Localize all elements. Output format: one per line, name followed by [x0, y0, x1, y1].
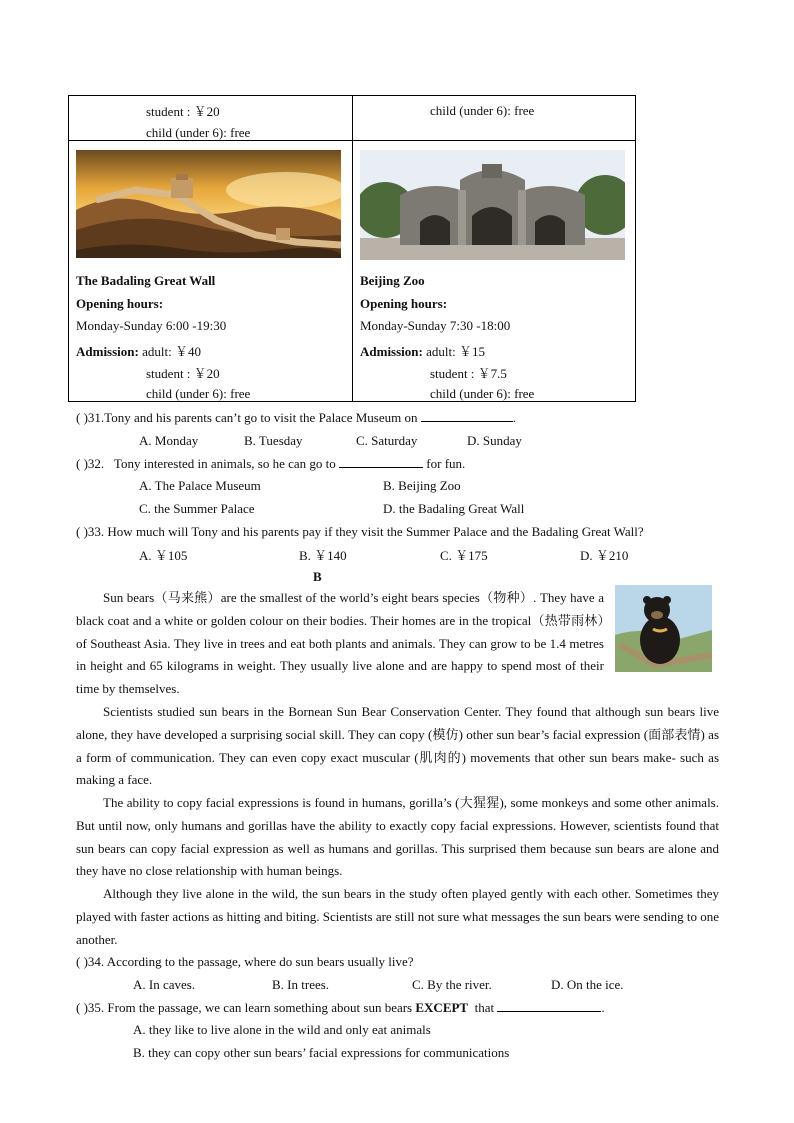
right-student: student : ￥7.5 — [430, 366, 507, 381]
q31-option-a[interactable]: A. Monday — [139, 433, 199, 448]
q35-option-b[interactable]: B. they can copy other sun bears’ facial expressions for communications — [133, 1045, 510, 1060]
q32-option-c[interactable]: C. the Summer Palace — [139, 501, 255, 516]
section-heading: B — [313, 569, 322, 584]
q35-option-a[interactable]: A. they like to live alone in the wild and only eat animals — [133, 1022, 431, 1037]
right-hours: Monday-Sunday 7:30 -18:00 — [360, 318, 511, 333]
great-wall-photo — [76, 150, 341, 258]
question-32: ( )32. Tony interested in animals, so he can go to for fun. — [76, 456, 466, 471]
paragraph-3: The ability to copy facial expressions is found in humans, gorilla’s (大猩猩), some monkeys and some other animals. But until now, only humans and gorillas have the ability to exactly copy facial expressions. However, scientists found that sun bears can copy facial expression as well as humans and gorillas. This surprised them because sun bears are alone and they have no close relationship with human beings. — [76, 795, 719, 879]
q33-option-b[interactable]: B. ￥140 — [299, 548, 347, 563]
q33-option-c[interactable]: C. ￥175 — [440, 548, 488, 563]
left-hours: Monday-Sunday 6:00 -19:30 — [76, 318, 227, 333]
paragraph-1: Sun bears（马来熊）are the smallest of the world’s eight bears species（物种）. They have a black coat and a white or golden colour on their bodies. Their homes are in the tropical（热带雨林）of Southeast Asia. They live in trees and eat both plants and animals. They can grow to be 1.4 metres in height and 65 kilograms in weight. They usually live alone and are happy to spend most of their time by themselves. — [76, 590, 604, 697]
left-child: child (under 6): free — [146, 386, 251, 401]
q33-option-a[interactable]: A. ￥105 — [139, 548, 188, 563]
top-right-child: child (under 6): free — [430, 103, 535, 118]
question-34: ( )34. According to the passage, where do sun bears usually live? — [76, 954, 414, 969]
q32-option-d[interactable]: D. the Badaling Great Wall — [383, 501, 525, 516]
q31-option-d[interactable]: D. Sunday — [467, 433, 522, 448]
q32-option-a[interactable]: A. The Palace Museum — [139, 478, 261, 493]
top-left-student: student : ￥20 — [146, 104, 220, 119]
table-divider-vertical — [352, 95, 353, 402]
question-31: ( )31.Tony and his parents can’t go to visit the Palace Museum on . — [76, 410, 516, 425]
right-admission: Admission: adult: ￥15 — [360, 344, 485, 359]
paragraph-4: Although they live alone in the wild, the sun bears in the study often played gently with each other. Sometimes they played with faster actions as hitting and biting. Scientists are still not sure what messages the sun bears were sending to one another. — [76, 886, 719, 947]
sun-bear-photo — [615, 585, 712, 672]
q34-option-c[interactable]: C. By the river. — [412, 977, 492, 992]
left-student: student : ￥20 — [146, 366, 220, 381]
answer-blank[interactable] — [339, 467, 423, 468]
left-hours-label: Opening hours: — [76, 296, 164, 311]
q34-option-d[interactable]: D. On the ice. — [551, 977, 624, 992]
top-left-child: child (under 6): free — [146, 125, 251, 140]
paragraph-2: Scientists studied sun bears in the Bornean Sun Bear Conservation Center. They found that although sun bears live alone, they have developed a surprising social skill. They can copy (模仿) other sun bear’s facial expression (面部表情) as a form of communication. They can even copy exact muscular (肌肉的) movements that other sun bears make- such as making a face. — [76, 704, 719, 788]
question-33: ( )33. How much will Tony and his parents pay if they visit the Summer Palace and the Badaling Great Wall? — [76, 524, 644, 539]
zoo-gate-photo — [360, 150, 625, 260]
q34-option-b[interactable]: B. In trees. — [272, 977, 330, 992]
right-child: child (under 6): free — [430, 386, 535, 401]
answer-blank[interactable] — [421, 421, 513, 422]
q34-option-a[interactable]: A. In caves. — [133, 977, 196, 992]
left-admission: Admission: adult: ￥40 — [76, 344, 201, 359]
q31-option-b[interactable]: B. Tuesday — [244, 433, 303, 448]
question-35: ( )35. From the passage, we can learn something about sun bears EXCEPT that . — [76, 1000, 605, 1015]
right-hours-label: Opening hours: — [360, 296, 448, 311]
left-place-name: The Badaling Great Wall — [76, 273, 216, 288]
answer-blank[interactable] — [497, 1011, 601, 1012]
q33-option-d[interactable]: D. ￥210 — [580, 548, 629, 563]
q31-option-c[interactable]: C. Saturday — [356, 433, 418, 448]
q32-option-b[interactable]: B. Beijing Zoo — [383, 478, 461, 493]
right-place-name: Beijing Zoo — [360, 273, 425, 288]
